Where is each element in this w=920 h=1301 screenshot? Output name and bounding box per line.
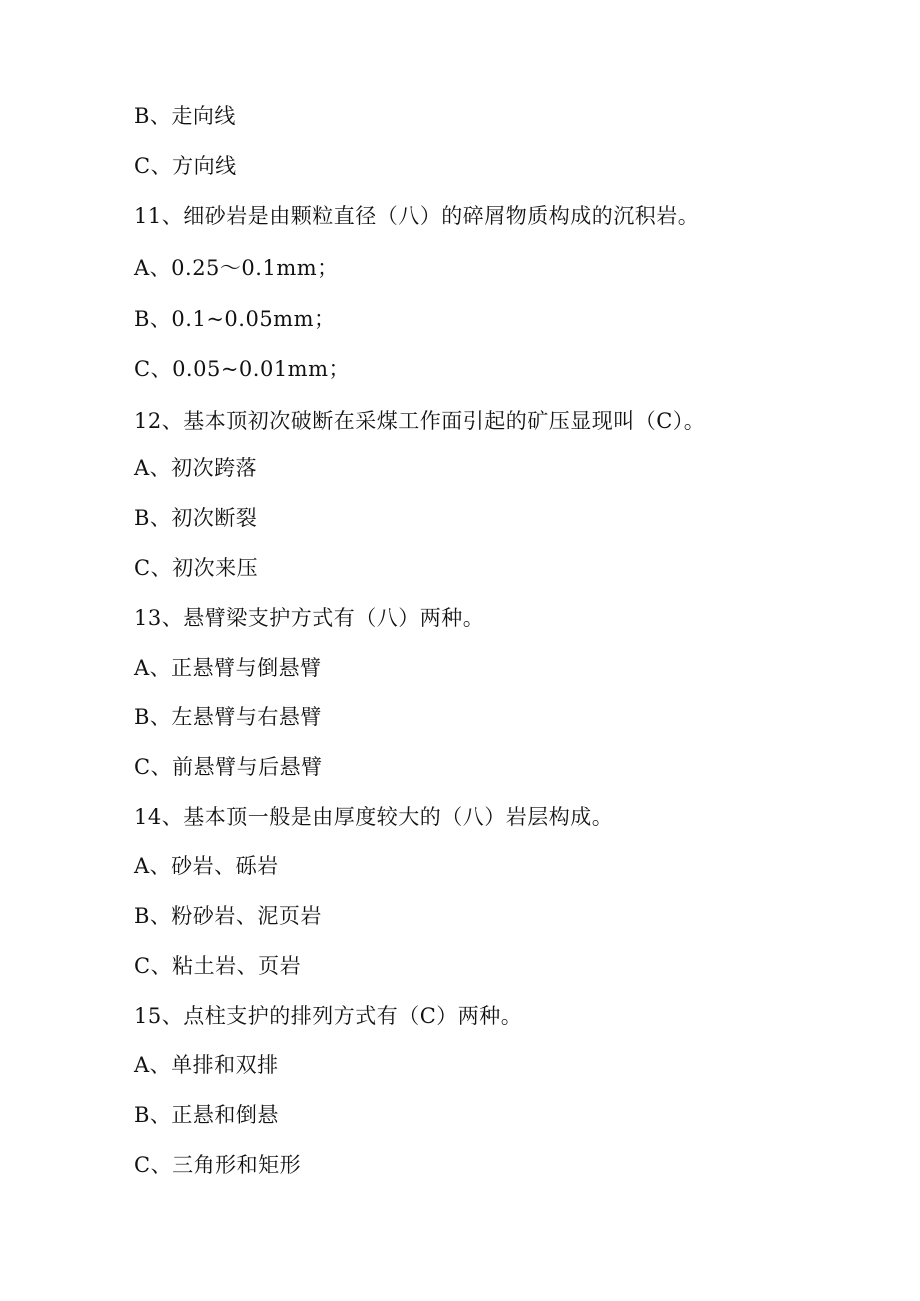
option-a-q15: A、单排和双排 — [134, 1053, 279, 1077]
question-14: 14、基本顶一般是由厚度较大的（八）岩层构成。 — [134, 805, 614, 829]
question-11: 11、细砂岩是由颗粒直径（八）的碎屑物质构成的沉积岩。 — [134, 204, 700, 228]
option-c-q12: C、初次来压 — [134, 556, 259, 580]
option-b-q13: B、左悬臂与右悬臂 — [134, 705, 322, 729]
question-13: 13、悬臂梁支护方式有（八）两种。 — [134, 606, 485, 630]
option-a-q12: A、初次跨落 — [134, 456, 258, 480]
option-a-q11: A、0.25～0.1mm； — [134, 256, 339, 280]
option-b-q14: B、粉砂岩、泥页岩 — [134, 904, 322, 928]
option-c-q15: C、三角形和矩形 — [134, 1153, 302, 1177]
question-12: 12、基本顶初次破断在采煤工作面引起的矿压显现叫（C）。 — [134, 409, 706, 433]
option-c-q10: C、方向线 — [134, 154, 237, 178]
option-c-q11: C、0.05~0.01mm； — [134, 357, 351, 381]
option-b-q15: B、正悬和倒悬 — [134, 1103, 279, 1127]
question-15: 15、点柱支护的排列方式有（C）两种。 — [134, 1004, 523, 1028]
option-c-q14: C、粘土岩、页岩 — [134, 954, 302, 978]
option-c-q13: C、前悬臂与后悬臂 — [134, 755, 323, 779]
option-a-q13: A、正悬臂与倒悬臂 — [134, 656, 322, 680]
option-b-q12: B、初次断裂 — [134, 506, 258, 530]
option-a-q14: A、砂岩、砾岩 — [134, 854, 279, 878]
option-b-q11: B、0.1~0.05mm； — [134, 307, 336, 331]
option-b-q10: B、走向线 — [134, 104, 236, 128]
